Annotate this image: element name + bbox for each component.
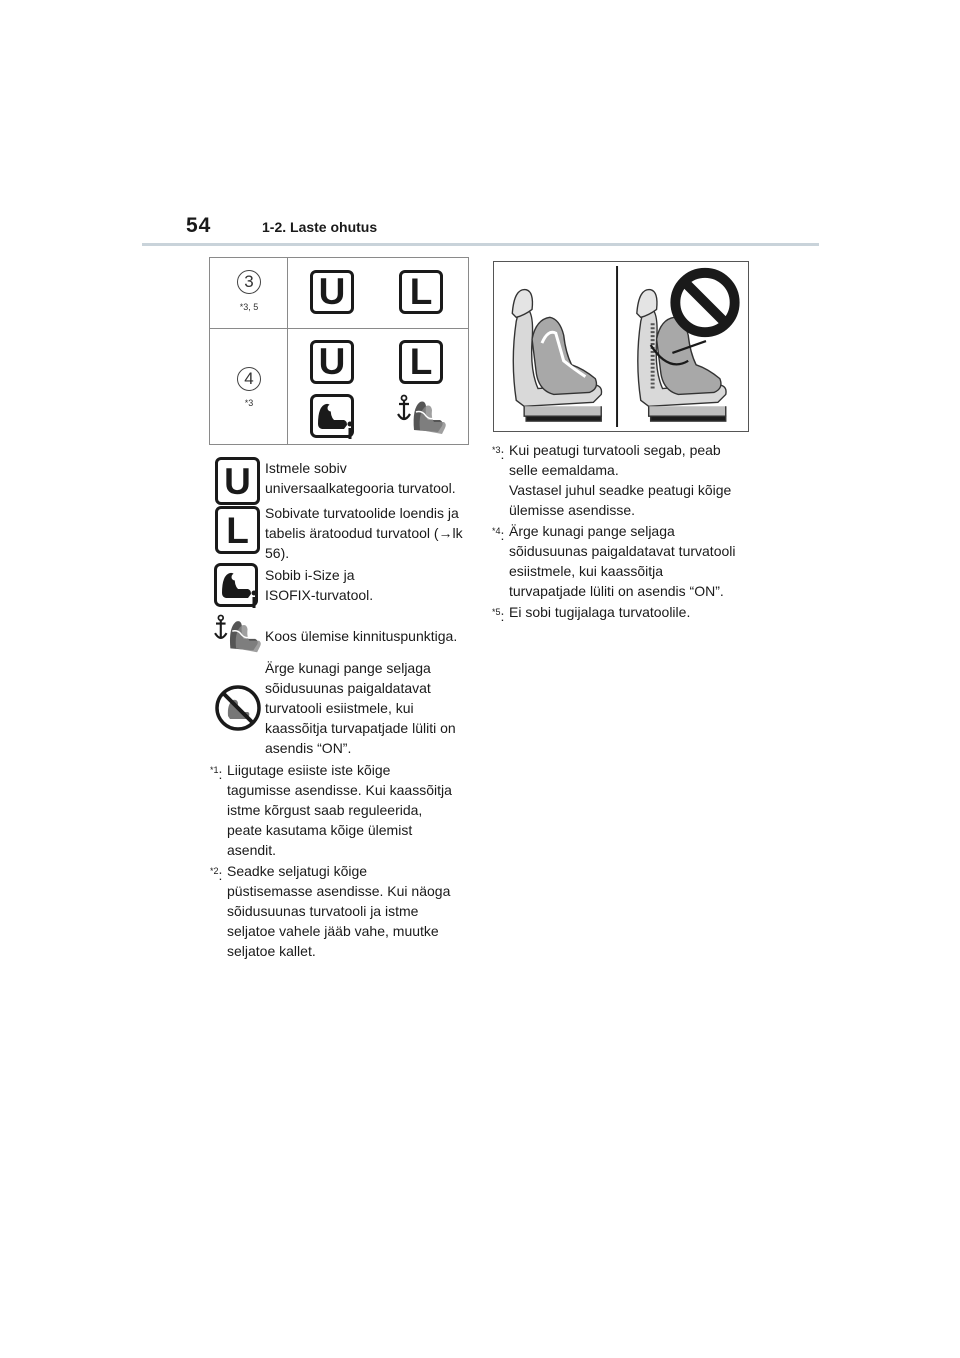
seat-position-4-number: 4	[237, 367, 261, 391]
footnote-4	[492, 521, 762, 601]
footnote-line: turvapatjade lüliti on asendis “ON”.	[509, 583, 724, 599]
legend-prohibited-text	[265, 658, 470, 758]
legend-top-tether-text	[265, 626, 470, 646]
legend-listed-tile	[215, 506, 260, 554]
footnote-marker: $^{*3}$:	[492, 445, 505, 462]
footnote-line: püstisemasse asendisse. Kui näoga	[227, 883, 451, 899]
legend-line: turvatooli esiistmele, kui	[265, 700, 414, 716]
legend-isize-text	[265, 565, 470, 605]
legend-line: sõidusuunas paigaldatavat	[265, 680, 431, 696]
legend-line: universaalkategooria turvatool.	[265, 480, 456, 496]
table-divider-vertical	[287, 258, 288, 444]
legend-line: tabelis äratoodud turvatool (→lk	[265, 525, 463, 541]
footnote-line: sõidusuunas turvatooli ja istme	[227, 903, 419, 919]
footnote-line: asendit.	[227, 842, 277, 858]
footnote-marker: $^{*2}$:	[210, 866, 223, 883]
page-number: 54	[186, 214, 212, 237]
universal-letter: U	[318, 341, 346, 382]
legend-isize-seat-icon	[214, 562, 262, 610]
prohibition-icon	[675, 273, 734, 332]
legend-line: Koos ülemise kinnituspunktiga.	[265, 628, 458, 644]
legend-listed-letter: L	[226, 510, 249, 551]
table-divider-horizontal	[210, 328, 468, 329]
footnote-line: Ei sobi tugijalaga turvatoolile.	[509, 604, 691, 620]
section-title: 1-2. Laste ohutus	[262, 219, 378, 235]
listed-symbol-tile	[399, 270, 443, 314]
footnote-line: peate kasutama kõige ülemist	[227, 822, 413, 838]
legend-line: Sobivate turvatoolide loendis ja	[265, 505, 459, 521]
footnote-line: ülemisse asendisse.	[509, 502, 636, 518]
footnote-line: Ärge kunagi pange seljaga	[509, 523, 675, 539]
listed-letter: L	[409, 271, 433, 312]
universal-letter: U	[318, 271, 346, 312]
legend-line: kaassõitja turvapatjade lüliti on	[265, 720, 456, 736]
legend-prohibited-rear-facing-icon	[214, 684, 262, 732]
legend-top-tether-anchor-icon	[212, 614, 264, 658]
footnote-1	[210, 760, 470, 860]
footnote-line: Liigutage esiiste iste kõige	[227, 762, 391, 778]
legend-line: asendis “ON”.	[265, 740, 352, 756]
footnote-5	[492, 602, 762, 622]
universal-symbol-tile	[310, 340, 354, 384]
footnote-line: Seadke seljatugi kõige	[227, 863, 368, 879]
footnote-line: istme kõrgust saab reguleerida,	[227, 802, 423, 818]
footnote-line: seljatoe kallet.	[227, 943, 316, 959]
seat-position-table	[209, 257, 469, 445]
footnote-marker: $^{*1}$:	[210, 765, 223, 782]
footnote-marker: $^{*5}$:	[492, 607, 505, 624]
legend-universal-tile	[215, 457, 260, 505]
seat-position-3-note: *3, 5	[239, 302, 259, 312]
listed-symbol-tile	[399, 340, 443, 384]
legend-listed-text	[265, 503, 470, 563]
footnote-line: esiistmele, kui kaassõitja	[509, 563, 664, 579]
legend-line: ISOFIX-turvatool.	[265, 587, 374, 603]
legend-universal-letter: U	[224, 461, 251, 502]
top-tether-anchor-icon	[396, 394, 448, 440]
footnote-line: seljatoe vahele jääb vahe, muutke	[227, 923, 439, 939]
footnote-line: Vastasel juhul seadke peatugi kõige	[509, 482, 732, 498]
isize-seat-icon	[310, 394, 358, 440]
footnote-line: selle eemaldama.	[509, 462, 619, 478]
legend-universal-text	[265, 458, 470, 498]
seat-headrest-illustration	[493, 261, 749, 432]
listed-letter: L	[409, 341, 433, 382]
footnote-2	[210, 861, 470, 961]
legend-line: Ärge kunagi pange seljaga	[265, 660, 431, 676]
seat-position-3-number: 3	[237, 270, 261, 294]
footnote-line: tagumisse asendisse. Kui kaassõitja	[227, 782, 452, 798]
legend-line: 56).	[265, 545, 290, 561]
seat-position-4-note: *3	[244, 398, 254, 408]
footnote-marker: $^{*4}$:	[492, 526, 505, 543]
footnote-line: Kui peatugi turvatooli segab, peab	[509, 442, 721, 458]
universal-symbol-tile	[310, 270, 354, 314]
left-seat	[512, 290, 601, 422]
footnote-line: sõidusuunas paigaldatavat turvatooli	[509, 543, 736, 559]
legend-line: Sobib i-Size ja	[265, 567, 355, 583]
legend-line: Istmele sobiv	[265, 460, 347, 476]
footnote-3	[492, 440, 762, 520]
header-divider	[142, 243, 819, 246]
